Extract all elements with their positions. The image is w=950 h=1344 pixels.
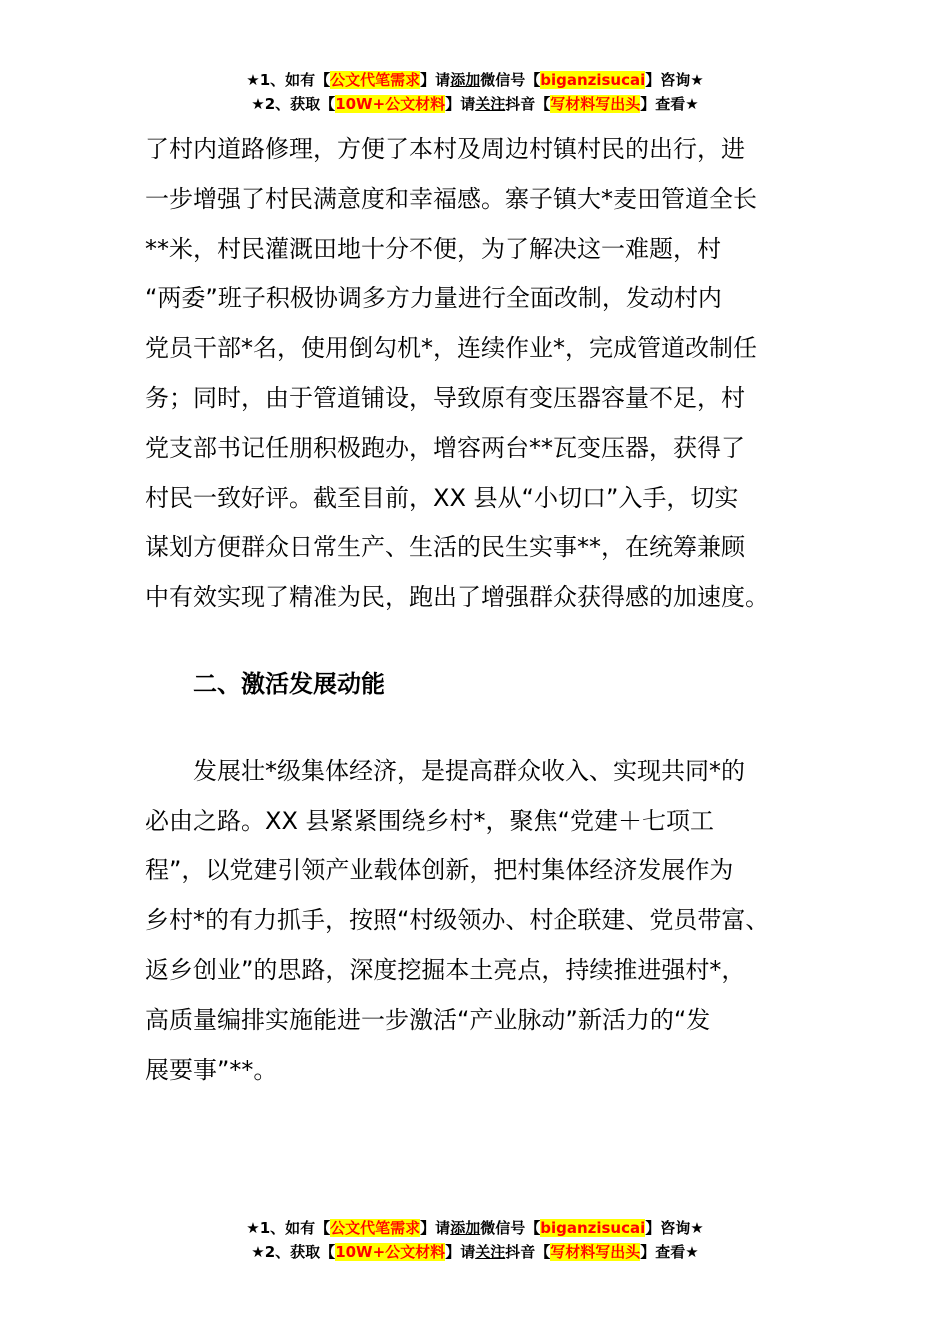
highlight-service: 公文代笔需求 (330, 71, 421, 89)
text-line: 程”，以党建引领产业载体创新，把村集体经济发展作为 (145, 856, 734, 885)
highlight-service: 公文代笔需求 (330, 1219, 421, 1237)
text-line: 高质量编排实施能进一步激活“产业脉动”新活力的“发 (145, 1005, 711, 1034)
text-line: 党员干部*名，使用倒勾机*，连续作业*，完成管道改制任 (145, 334, 757, 363)
section-heading: 二、激活发展动能 (193, 669, 385, 698)
text-line: **米，村民灌溉田地十分不便，为了解决这一难题，村 (145, 234, 721, 263)
highlight-douyin: 写材料写出头 (550, 95, 641, 113)
text-line: 谋划方便群众日常生产、生活的民生实事**，在统筹兼顾 (145, 533, 745, 562)
header-banner (0, 68, 950, 116)
highlight-douyin: 写材料写出头 (550, 1243, 641, 1261)
text-line: 了村内道路修理，方便了本村及周边村镇村民的出行，进 (145, 135, 745, 163)
banner-line-2: ★2、获取【10W+公文材料】请关注抖音【写材料写出头】查看★ (251, 95, 699, 113)
highlight-wechat-id: biganzisucai (540, 71, 646, 89)
text-line: 返乡创业”的思路，深度挖掘本土亮点，持续推进强村*， (145, 955, 746, 984)
text-line: 发展壮*级集体经济，是提高群众收入、实现共同*的 (193, 756, 745, 785)
banner-line-2: ★2、获取【10W+公文材料】请关注抖音【写材料写出头】查看★ (251, 1243, 699, 1261)
text-line: “两委”班子积极协调多方力量进行全面改制，发动村内 (145, 284, 722, 313)
text-line: 乡村*的有力抓手，按照“村级领办、村企联建、党员带富、 (145, 906, 770, 935)
highlight-wechat-id: biganzisucai (540, 1219, 646, 1237)
text-line: 一步增强了村民满意度和幸福感。寨子镇大*麦田管道全长 (145, 184, 757, 213)
banner-line-1: ★1、如有【公文代笔需求】请添加微信号【biganzisucai】咨询★ (246, 71, 704, 89)
text-line: 务；同时，由于管道铺设，导致原有变压器容量不足，村 (145, 383, 745, 412)
paragraph-1 (145, 125, 815, 623)
banner-line-1: ★1、如有【公文代笔需求】请添加微信号【biganzisucai】咨询★ (246, 1219, 704, 1237)
footer-banner (0, 1216, 950, 1264)
text-line: 村民一致好评。截至目前，XX 县从“小切口”入手，切实 (145, 483, 739, 512)
text-line: 党支部书记任朋积极跑办，增容两台**瓦变压器，获得了 (145, 433, 745, 462)
highlight-materials: 10W+公文材料 (335, 95, 446, 113)
highlight-materials: 10W+公文材料 (335, 1243, 446, 1261)
text-line: 必由之路。XX 县紧紧围绕乡村*，聚焦“党建＋七项工 (145, 806, 714, 835)
paragraph-2 (145, 747, 815, 1096)
document-body (145, 125, 815, 1095)
text-line: 展要事”**。 (145, 1055, 278, 1084)
text-line: 中有效实现了精准为民，跑出了增强群众获得感的加速度。 (145, 583, 769, 612)
